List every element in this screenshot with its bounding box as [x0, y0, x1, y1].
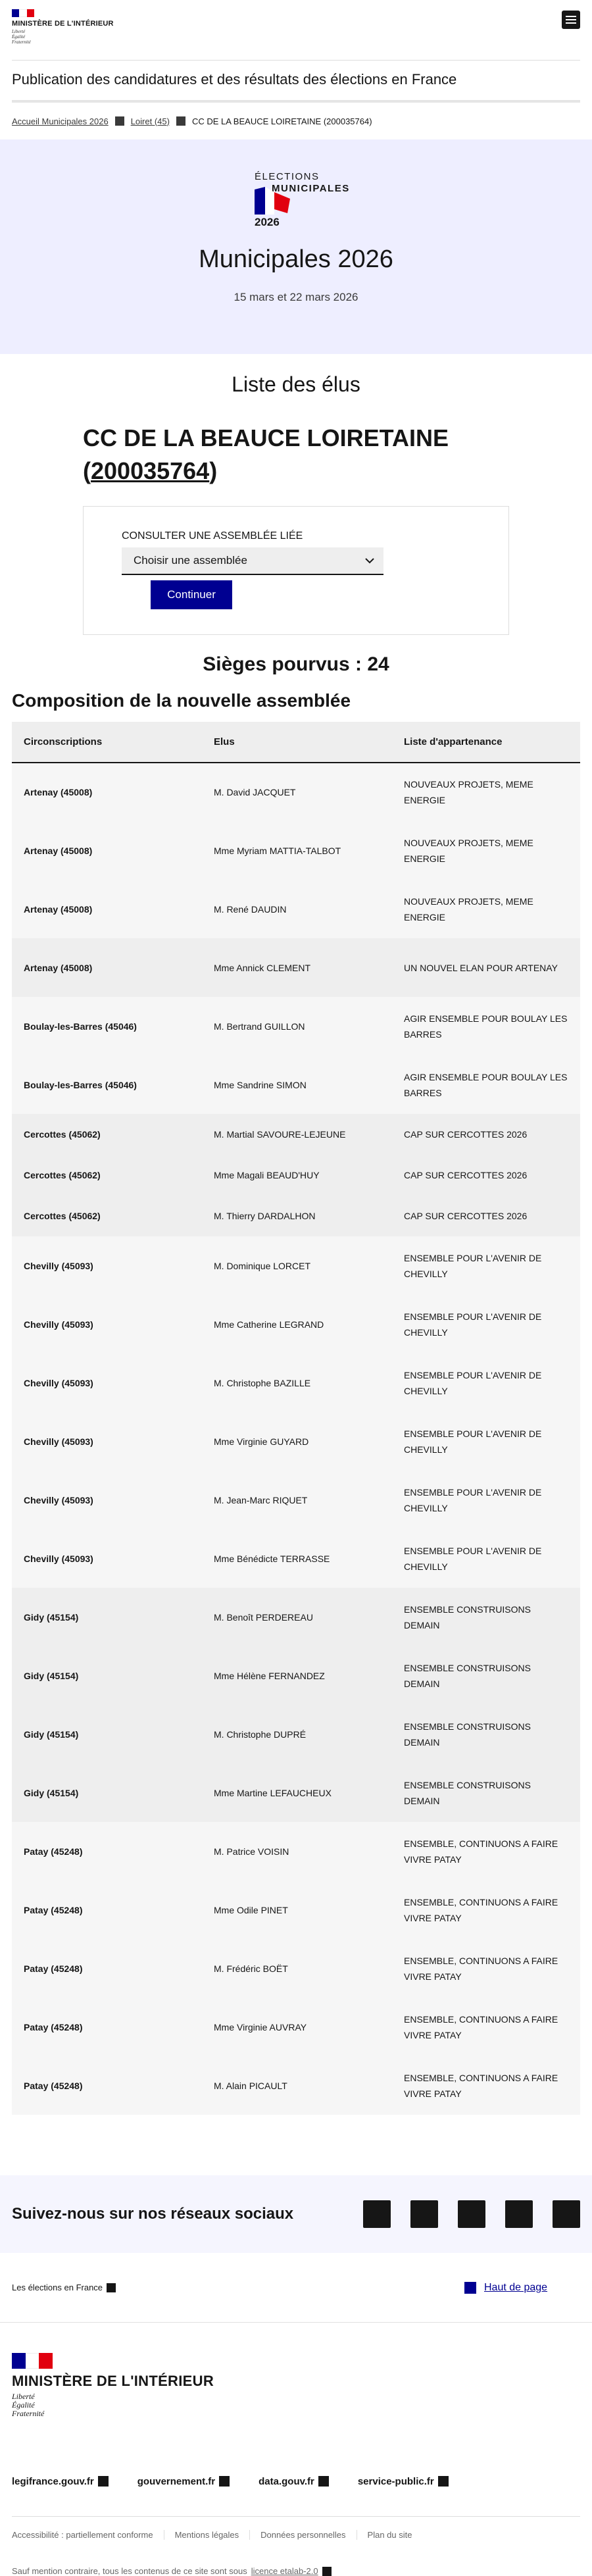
back-to-top-link[interactable]: Haut de page [464, 2280, 550, 2296]
cell-circonscription: Chevilly (45093) [24, 1377, 93, 1388]
cell-liste: CAP SUR CERCOTTES 2026 [404, 1170, 528, 1180]
youtube-icon[interactable] [553, 2200, 580, 2228]
cell-liste: ENSEMBLE, CONTINUONS A FAIRE VIVRE PATAY [404, 1955, 558, 1982]
cell-circonscription: Artenay (45008) [24, 845, 93, 856]
cell-circonscription: Chevilly (45093) [24, 1319, 93, 1330]
cell-elu: Mme Bénédicte TERRASSE [214, 1553, 330, 1564]
cell-elu: Mme Magali BEAUD'HUY [214, 1170, 320, 1180]
cell-liste: NOUVEAUX PROJETS, MEME ENERGIE [404, 837, 533, 864]
cell-liste: ENSEMBLE POUR L'AVENIR DE CHEVILLY [404, 1369, 542, 1396]
col-header-circonscription: Circonscriptions [12, 722, 202, 763]
external-link-icon [98, 2476, 109, 2487]
twitter-icon[interactable] [410, 2200, 438, 2228]
cell-circonscription: Gidy (45154) [24, 1611, 79, 1623]
ministry-name: MINISTÈRE DE L'INTÉRIEUR [12, 20, 114, 28]
table-row [12, 1295, 580, 1353]
table-row [12, 1646, 580, 1705]
backtop-bar [0, 2253, 592, 2323]
republique-logo[interactable] [12, 9, 114, 45]
cell-liste: ENSEMBLE, CONTINUONS A FAIRE VIVRE PATAY [404, 1896, 558, 1923]
cell-circonscription: Patay (45248) [24, 1963, 83, 1974]
cell-liste: CAP SUR CERCOTTES 2026 [404, 1211, 528, 1221]
breadcrumb-loiret-link[interactable]: Loiret (45) [130, 116, 170, 126]
cell-elu: M. Dominique LORCET [214, 1260, 311, 1271]
cell-circonscription: Boulay-les-Barres (45046) [24, 1079, 137, 1090]
election-dates: 15 mars et 22 mars 2026 [234, 291, 358, 303]
cell-circonscription: Cercottes (45062) [24, 1170, 101, 1180]
sitemap-link[interactable]: Plan du site [357, 2530, 423, 2540]
cell-circonscription: Cercottes (45062) [24, 1129, 101, 1140]
cell-elu: M. Christophe DUPRÉ [214, 1729, 307, 1740]
personal-data-link[interactable]: Données personnelles [249, 2530, 356, 2540]
table-row [12, 1529, 580, 1588]
chevron-down-icon [365, 558, 374, 564]
seats-filled: Sièges pourvus : 24 [203, 653, 389, 675]
marianne-flag-icon [12, 2353, 53, 2369]
table-row [12, 938, 580, 997]
cell-elu: M. Patrice VOISIN [214, 1846, 289, 1857]
cell-elu: Mme Sandrine SIMON [214, 1079, 307, 1090]
external-link-icon [107, 2283, 116, 2292]
site-title[interactable]: Publication des candidatures et des résultats des élections en France [12, 67, 580, 103]
cell-elu: M. Christophe BAZILLE [214, 1377, 311, 1388]
table-row [12, 1471, 580, 1529]
cell-elu: Mme Annick CLEMENT [214, 962, 311, 973]
social-title: Suivez-nous sur nos réseaux sociaux [12, 2205, 294, 2223]
tricolor-ribbon-icon [253, 186, 293, 217]
linkedin-icon[interactable] [505, 2200, 533, 2228]
elected-table [12, 722, 580, 2115]
devise: Liberté Égalité Fraternité [12, 29, 31, 45]
elections-municipales-logo: ÉLECTIONS MUNICIPALES 2026 [255, 171, 350, 228]
cell-circonscription: Patay (45248) [24, 2021, 83, 2033]
table-row [12, 1236, 580, 1295]
elections-en-france-link[interactable]: Les élections en France [12, 2283, 116, 2292]
cell-elu: Mme Catherine LEGRAND [214, 1319, 324, 1330]
cell-circonscription: Artenay (45008) [24, 962, 93, 973]
page-title: Municipales 2026 [199, 245, 393, 273]
chevron-right-icon [176, 116, 185, 126]
cell-liste: ENSEMBLE CONSTRUISONS DEMAIN [404, 1604, 531, 1630]
footer-ministry-name: MINISTÈRE DE L'INTÉRIEUR [12, 2373, 214, 2389]
chevron-right-icon [115, 116, 124, 126]
cell-elu: Mme Hélène FERNANDEZ [214, 1670, 325, 1681]
hero-banner [0, 139, 592, 354]
cell-liste: ENSEMBLE CONSTRUISONS DEMAIN [404, 1779, 531, 1806]
table-row [12, 880, 580, 938]
cell-liste: ENSEMBLE, CONTINUONS A FAIRE VIVRE PATAY [404, 2072, 558, 2099]
cell-circonscription: Patay (45248) [24, 1846, 83, 1857]
cell-circonscription: Cercottes (45062) [24, 1211, 101, 1221]
cell-circonscription: Gidy (45154) [24, 1670, 79, 1681]
cell-circonscription: Chevilly (45093) [24, 1494, 93, 1505]
table-header-row [12, 722, 580, 763]
table-row [12, 1114, 580, 1155]
footer-bottom-links [12, 2516, 580, 2540]
table-row [12, 821, 580, 880]
social-icons [363, 2200, 580, 2228]
footer-link-gouvernement[interactable]: gouvernement.fr [137, 2476, 230, 2487]
legal-notice-link[interactable]: Mentions légales [164, 2530, 250, 2540]
cell-circonscription: Boulay-les-Barres (45046) [24, 1021, 137, 1032]
cell-circonscription: Chevilly (45093) [24, 1436, 93, 1447]
cell-liste: ENSEMBLE POUR L'AVENIR DE CHEVILLY [404, 1311, 542, 1338]
cell-elu: Mme Martine LEFAUCHEUX [214, 1787, 332, 1798]
cell-liste: CAP SUR CERCOTTES 2026 [404, 1129, 528, 1140]
external-link-icon [322, 2567, 332, 2576]
entity-code: 200035764 [91, 457, 210, 484]
cell-elu: M. Frédéric BOËT [214, 1963, 288, 1974]
assembly-select[interactable] [122, 547, 383, 575]
assembly-select-value: Choisir une assemblée [134, 554, 247, 567]
cell-elu: M. Bertrand GUILLON [214, 1021, 305, 1032]
section-title: Liste des élus [232, 372, 360, 396]
cell-liste: ENSEMBLE POUR L'AVENIR DE CHEVILLY [404, 1252, 542, 1279]
cell-liste: AGIR ENSEMBLE POUR BOULAY LES BARRES [404, 1013, 568, 1040]
breadcrumb [12, 103, 580, 139]
cell-liste: ENSEMBLE POUR L'AVENIR DE CHEVILLY [404, 1486, 542, 1513]
arrow-up-icon [464, 2282, 476, 2294]
cell-liste: ENSEMBLE CONSTRUISONS DEMAIN [404, 1662, 531, 1689]
cell-elu: M. Alain PICAULT [214, 2080, 287, 2091]
cell-elu: Mme Myriam MATTIA-TALBOT [214, 845, 341, 856]
table-row [12, 1939, 580, 1998]
cell-circonscription: Gidy (45154) [24, 1787, 79, 1798]
table-row [12, 1055, 580, 1114]
cell-liste: NOUVEAUX PROJETS, MEME ENERGIE [404, 779, 533, 805]
cell-elu: Mme Virginie AUVRAY [214, 2021, 307, 2033]
footer-links [0, 2462, 592, 2500]
footer-brand[interactable] [0, 2323, 592, 2462]
table-row [12, 997, 580, 1055]
cell-elu: M. Benoît PERDEREAU [214, 1611, 313, 1623]
instagram-icon[interactable] [458, 2200, 485, 2228]
table-row [12, 1155, 580, 1196]
table-row [12, 1998, 580, 2056]
cell-liste: ENSEMBLE CONSTRUISONS DEMAIN [404, 1721, 531, 1748]
col-header-elus: Elus [202, 722, 392, 763]
cell-circonscription: Chevilly (45093) [24, 1260, 93, 1271]
table-row [12, 1353, 580, 1412]
footer-devise: Liberté Égalité Fraternité [12, 2392, 45, 2418]
cell-liste: NOUVEAUX PROJETS, MEME ENERGIE [404, 896, 533, 922]
marianne-flag-icon [12, 9, 34, 17]
col-header-liste: Liste d'appartenance [392, 722, 580, 763]
cell-liste: AGIR ENSEMBLE POUR BOULAY LES BARRES [404, 1071, 568, 1098]
table-row [12, 763, 580, 821]
breadcrumb-home-link[interactable]: Accueil Municipales 2026 [12, 116, 109, 126]
footer-licence: Sauf mention contraire, tous les contenus de ce site sont sous licence etalab-2.0 [12, 2566, 580, 2576]
cell-liste: UN NOUVEL ELAN POUR ARTENAY [404, 962, 558, 973]
external-link-icon [318, 2476, 329, 2487]
table-row [12, 1763, 580, 1822]
cell-elu: M. David JACQUET [214, 787, 296, 797]
footer-link-datagouv[interactable]: data.gouv.fr [259, 2476, 329, 2487]
cell-liste: ENSEMBLE, CONTINUONS A FAIRE VIVRE PATAY [404, 1838, 558, 1865]
cell-elu: M. Thierry DARDALHON [214, 1211, 316, 1221]
cell-liste: ENSEMBLE POUR L'AVENIR DE CHEVILLY [404, 1428, 542, 1455]
table-row [12, 1822, 580, 1881]
cell-elu: M. René DAUDIN [214, 903, 287, 915]
accessibility-link[interactable]: Accessibilité : partiellement conforme [12, 2530, 153, 2540]
site-header [12, 0, 580, 61]
external-link-icon [219, 2476, 230, 2487]
cell-elu: Mme Virginie GUYARD [214, 1436, 309, 1447]
cell-circonscription: Patay (45248) [24, 1904, 83, 1915]
social-section [0, 2175, 592, 2253]
linked-assembly-form [83, 506, 509, 635]
cell-circonscription: Artenay (45008) [24, 903, 93, 915]
cell-circonscription: Gidy (45154) [24, 1729, 79, 1740]
table-row [12, 1412, 580, 1471]
facebook-icon[interactable] [363, 2200, 391, 2228]
footer-link-legifrance[interactable]: legifrance.gouv.fr [12, 2476, 109, 2487]
entity-title: CC DE LA BEAUCE LOIRETAINE (200035764) [83, 424, 449, 484]
table-row [12, 1881, 580, 1939]
cell-elu: M. Jean-Marc RIQUET [214, 1494, 308, 1505]
composition-title: Composition de la nouvelle assemblée [12, 690, 351, 711]
cell-circonscription: Patay (45248) [24, 2080, 83, 2091]
licence-link[interactable]: licence etalab-2.0 [251, 2566, 318, 2576]
table-row [12, 1705, 580, 1763]
cell-liste: ENSEMBLE, CONTINUONS A FAIRE VIVRE PATAY [404, 2013, 558, 2040]
cell-circonscription: Artenay (45008) [24, 787, 93, 797]
breadcrumb-current: CC DE LA BEAUCE LOIRETAINE (200035764) [191, 116, 372, 126]
assembly-label: CONSULTER UNE ASSEMBLÉE LIÉE [122, 530, 303, 542]
continue-button[interactable]: Continuer [151, 580, 232, 609]
site-footer [0, 2323, 592, 2576]
cell-elu: Mme Odile PINET [214, 1904, 288, 1915]
hamburger-icon[interactable] [562, 11, 580, 29]
cell-elu: M. Martial SAVOURE-LEJEUNE [214, 1129, 346, 1140]
external-link-icon [438, 2476, 449, 2487]
table-row [12, 1588, 580, 1646]
table-row [12, 1196, 580, 1236]
table-row [12, 2056, 580, 2115]
cell-circonscription: Chevilly (45093) [24, 1553, 93, 1564]
footer-link-servicepublic[interactable]: service-public.fr [358, 2476, 449, 2487]
cell-liste: ENSEMBLE POUR L'AVENIR DE CHEVILLY [404, 1545, 542, 1572]
